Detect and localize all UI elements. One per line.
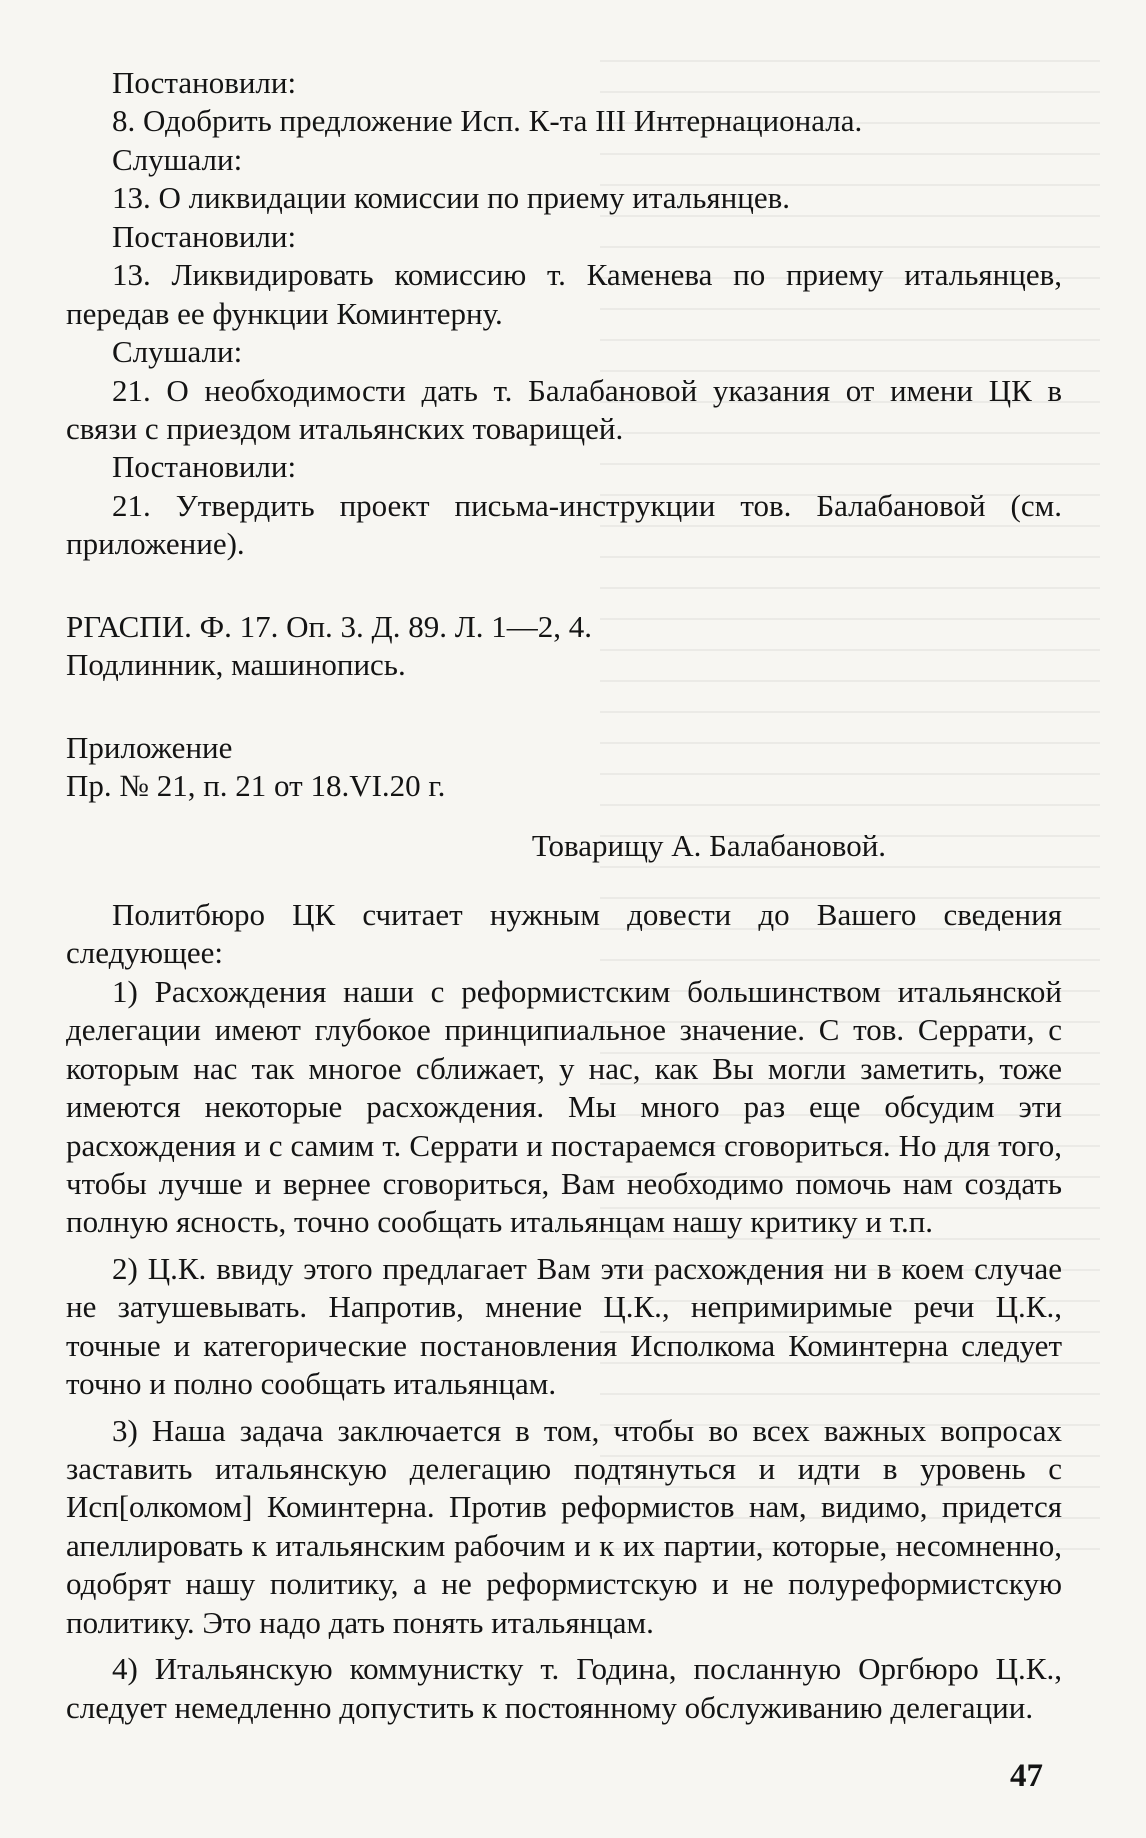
letter-addressee: Товарищу А. Балабановой. [531, 828, 887, 864]
label-resolved: Постановили: [112, 65, 297, 100]
archive-reference: РГАСПИ. Ф. 17. Оп. 3. Д. 89. Л. 1—2, 4. [66, 608, 592, 644]
document-body [66, 64, 1062, 1727]
item-21-resolution: 21. Утвердить проект письма-инструкции тов. Балабановой (см. приложение). [66, 487, 1062, 562]
item-8-resolution: 8. Одобрить предложение Исп. К-та III Интернационала. [112, 103, 863, 139]
page-number: 47 [1010, 1758, 1043, 1794]
appendix-reference: Пр. № 21, п. 21 от 18.VI.20 г. [66, 768, 446, 803]
item-13-resolution: 13. Ликвидировать комиссию т. Каменева по приему итальянцев, передав ее функции Коминтерну. [66, 257, 1062, 331]
label-resolved: Постановили: [112, 218, 297, 254]
letter-point-1: 1) Расхождения наши с реформистским большинством итальянской делегации имеют глубокое принципиальное значение. С тов. Серрати, с которым нас так многое сближает, у нас, как Вы могли заметить, тоже имеются некоторые расхождения. Мы много раз еще обсудим эти расхождения и с самим т. Серрати и постараемся сговориться. Но для того, чтобы лучше и вернее сговориться, Вам необходимо помочь нам создать полную ясность, точно сообщать итальянцам нашу критику и т.п. [66, 973, 1062, 1240]
original-note: Подлинник, машинопись. [66, 647, 406, 683]
item-21-heard: 21. О необходимости дать т. Балабановой указания от имени ЦК в связи с приездом итальянских товарищей. [66, 372, 1062, 446]
label-heard: Слушали: [112, 334, 243, 370]
item-13-heard: 13. О ликвидации комиссии по приему итальянцев. [112, 180, 790, 216]
appendix-title: Приложение [66, 729, 233, 765]
label-heard: Слушали: [112, 141, 243, 177]
label-resolved: Постановили: [112, 449, 297, 485]
letter-point-4: 4) Итальянскую коммунистку т. Година, посланную Оргбюро Ц.К., следует немедленно допустить к постоянному обслуживанию делегации. [66, 1651, 1062, 1725]
letter-point-3: 3) Наша задача заключается в том, чтобы во всех важных вопросах заставить итальянскую делегацию подтянуться и идти в уровень с Исп[олкомом] Коминтерна. Против реформистов нам, видимо, придется апеллировать к итальянским рабочим и к их партии, которые, несомненно, одобрят нашу политику, а не реформистскую и не полуреформистскую политику. Это надо дать понять итальянцам. [66, 1412, 1062, 1640]
letter-point-2: 2) Ц.К. ввиду этого предлагает Вам эти расхождения ни в коем случае не затушевывать. Напротив, мнение Ц.К., непримиримые речи Ц.К., точные и категорические постановления Исполкома Коминтерна следует точно и полно сообщать итальянцам. [66, 1250, 1062, 1402]
letter-intro: Политбюро ЦК считает нужным довести до Вашего сведения следующее: [66, 896, 1062, 971]
